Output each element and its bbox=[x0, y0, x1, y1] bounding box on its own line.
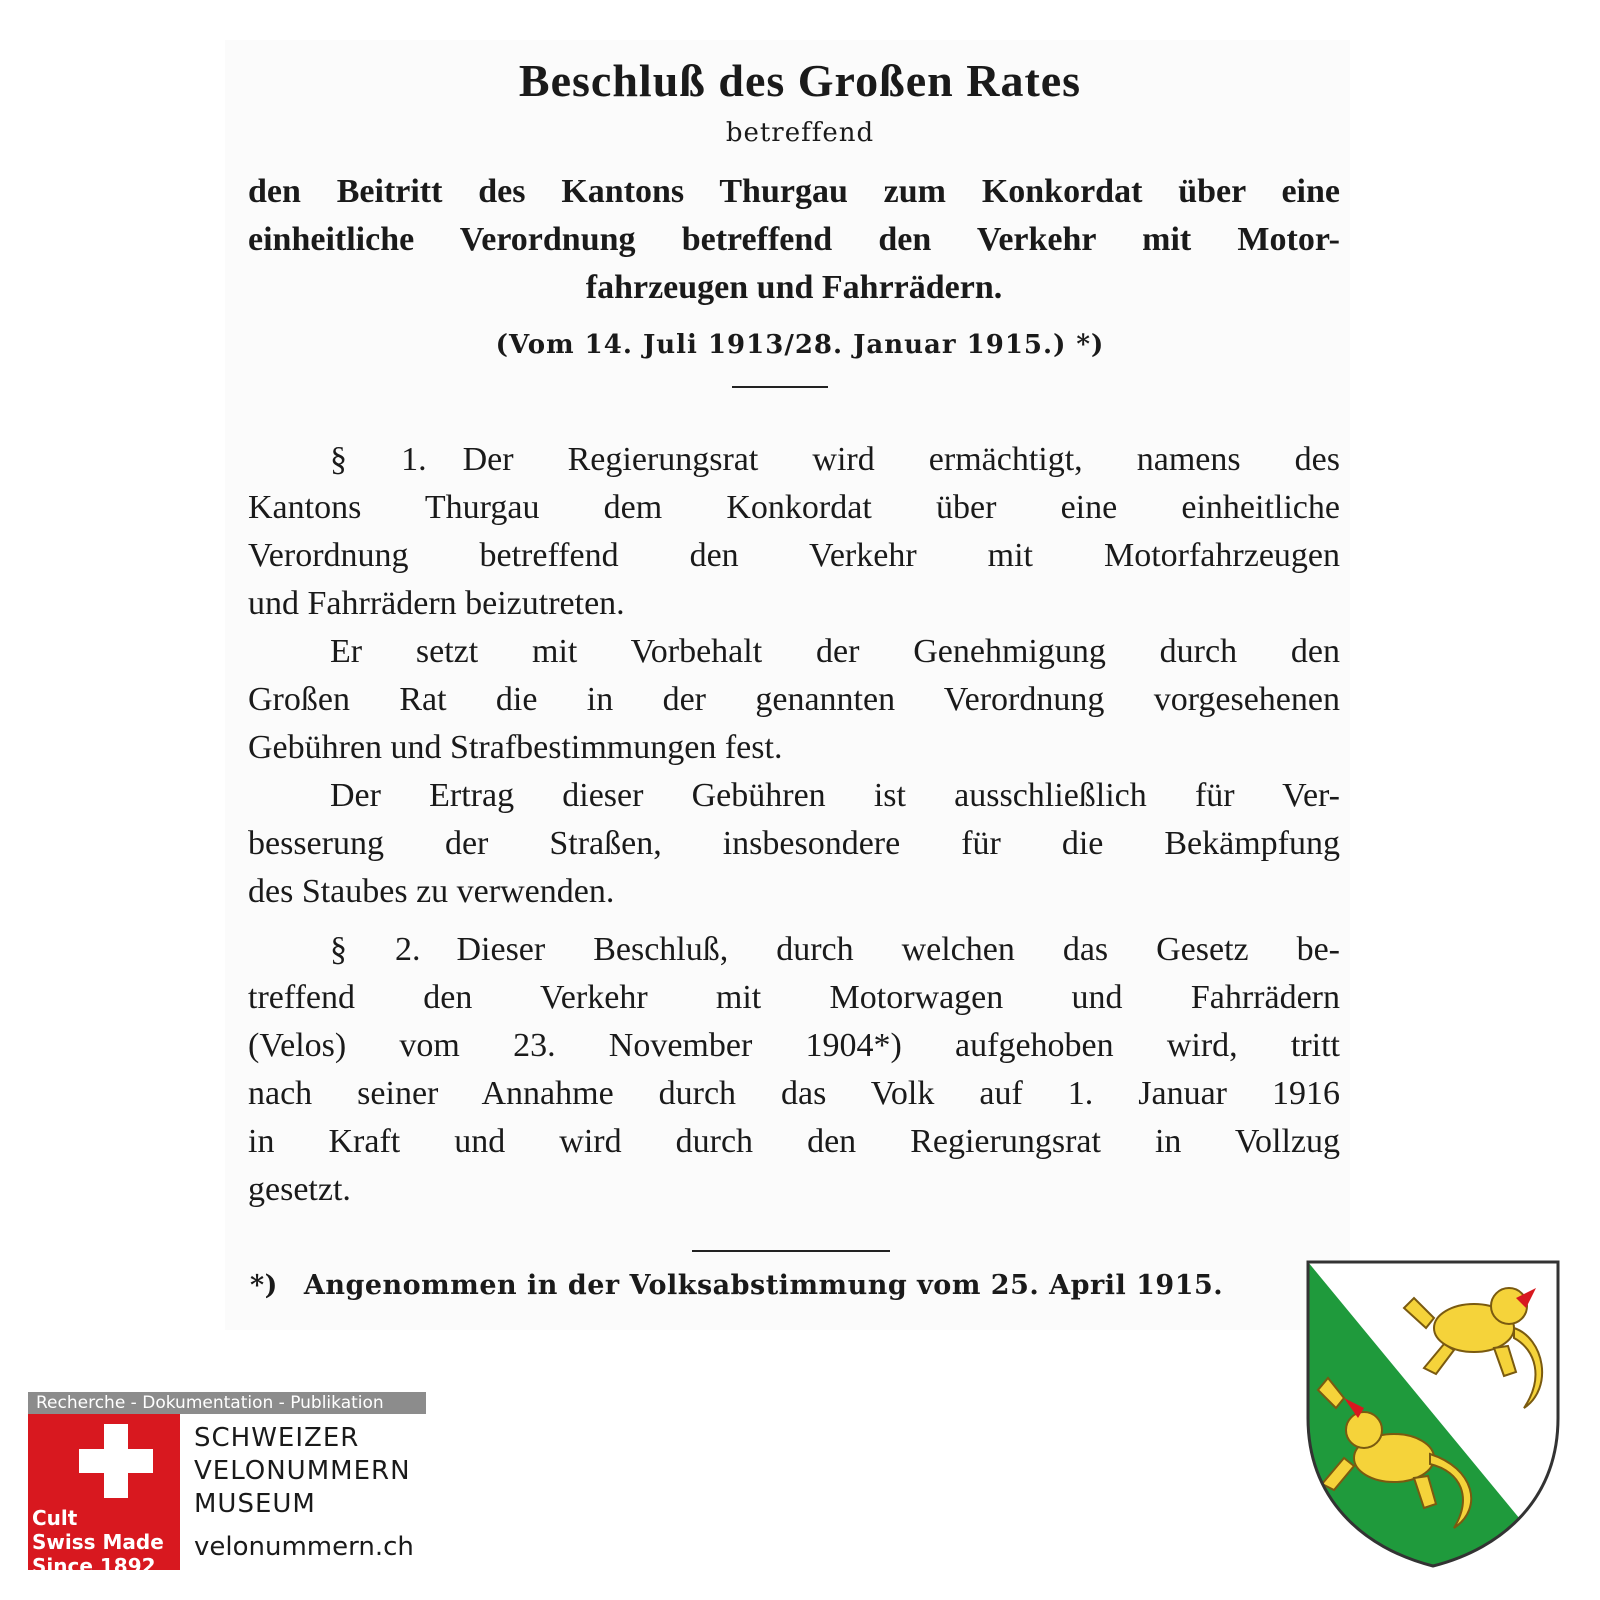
document-dateline: (Vom 14. Juli 1913/28. Januar 1915.) *) bbox=[495, 330, 1105, 360]
document-subtitle: betreffend bbox=[725, 118, 875, 148]
subject-line: einheitliche Verordnung betreffend den Verkehr mit Motor- bbox=[248, 221, 1340, 258]
thurgau-coat-of-arms-icon bbox=[1304, 1258, 1562, 1570]
footnote-mark: *) bbox=[250, 1270, 278, 1301]
paragraph-line: treffend den Verkehr mit Motorwagen und Fahrrädern bbox=[248, 979, 1340, 1016]
paragraph-line: § 2. Dieser Beschluß, durch welchen das Gesetz be- bbox=[330, 931, 1341, 968]
logo-slogan: Cult Swiss Made Since 1892 bbox=[32, 1506, 164, 1578]
paragraph-line: Gebühren und Strafbestimmungen fest. bbox=[248, 729, 783, 766]
section-2 bbox=[248, 926, 1340, 1214]
section-1 bbox=[248, 436, 1340, 916]
section-marker: § 1. bbox=[330, 441, 427, 478]
paragraph-line: besserung der Straßen, insbesondere für die Bekämpfung bbox=[248, 825, 1340, 862]
logo-url[interactable]: velonummern.ch bbox=[194, 1532, 414, 1562]
subject-line: fahrzeugen und Fahrrädern. bbox=[585, 269, 1003, 306]
swiss-flag-block bbox=[28, 1414, 180, 1578]
paragraph-line: und Fahrrädern beizutreten. bbox=[248, 585, 625, 622]
logo-name: SCHWEIZER VELONUMMERN MUSEUM bbox=[194, 1423, 411, 1519]
document-title: Beschluß des Großen Rates bbox=[518, 55, 1082, 106]
paragraph-line: nach seiner Annahme durch das Volk auf 1. Januar 1916 bbox=[248, 1075, 1340, 1112]
subject-line: den Beitritt des Kantons Thurgau zum Konkordat über eine bbox=[248, 173, 1340, 210]
paragraph-line: (Velos) vom 23. November 1904*) aufgehoben wird, tritt bbox=[248, 1027, 1340, 1064]
paragraph-line: Er setzt mit Vorbehalt der Genehmigung durch den bbox=[330, 633, 1340, 670]
document-subject bbox=[248, 168, 1340, 312]
paragraph-line: Kantons Thurgau dem Konkordat über eine einheitliche bbox=[248, 489, 1340, 526]
paragraph-line: gesetzt. bbox=[248, 1171, 351, 1208]
museum-logo[interactable] bbox=[28, 1392, 426, 1578]
paragraph-line: § 1. Der Regierungsrat wird ermächtigt, namens des bbox=[330, 441, 1340, 478]
footnote-text: Angenommen in der Volksabstimmung vom 25. April 1915. bbox=[303, 1270, 1224, 1301]
paragraph-line: des Staubes zu verwenden. bbox=[248, 873, 615, 910]
section-marker: § 2. bbox=[330, 931, 421, 968]
paragraph-line: in Kraft und wird durch den Regierungsrat in Vollzug bbox=[248, 1123, 1340, 1160]
divider bbox=[732, 386, 828, 388]
paragraph-line: Der Ertrag dieser Gebühren ist ausschließlich für Ver- bbox=[330, 777, 1340, 814]
paragraph-line: Verordnung betreffend den Verkehr mit Motorfahrzeugen bbox=[248, 537, 1340, 574]
logo-tagline: Recherche - Dokumentation - Publikation bbox=[28, 1392, 426, 1414]
footnote bbox=[250, 1270, 1223, 1301]
footnote-divider bbox=[692, 1250, 890, 1252]
swiss-cross-bar bbox=[79, 1449, 153, 1473]
paragraph-line: Großen Rat die in der genannten Verordnung vorgesehenen bbox=[248, 681, 1340, 718]
